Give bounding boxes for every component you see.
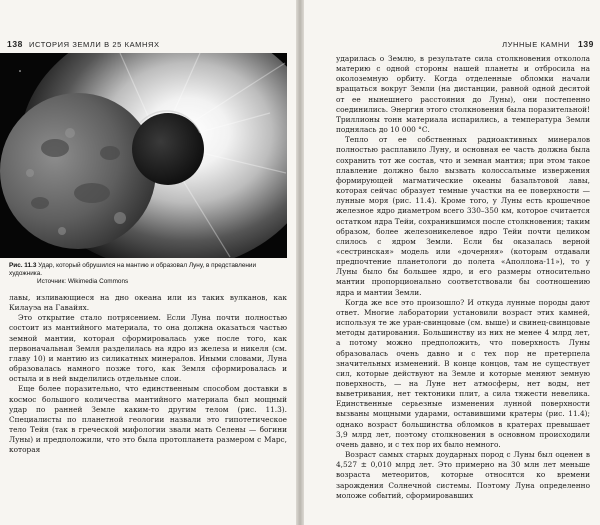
paragraph: ударилась о Землю, в результате сила столкновения откололa материю с одной стороны нашей планеты и отбросила на околоземную орбиту. Когда отделенные обломки начали вращаться вокруг Земли (на дистанции, равной одной десятой от ее нынешнего расстояния до Луны), они постепенно соединились. Энергия этого столкновения была поразительной! Триллионы тонн материала испарились, а температура Земли поднялась до 10 000 °С. (336, 54, 590, 135)
paragraph: Это открытие стало потрясением. Если Луна почти полностью состоит из мантийного материала, то она должна оказаться частью земной мантии, которая сформировалась уже после того, как первоначальная Земля разделилась на ядро из железа и никеля (см. главу 10) и мантию из силикатных минералов. Иными словами, Луна образовалась намного позже того, как Земля сформировалась и остыла и в ней выделились отдельные слои. (9, 313, 287, 384)
right-running-head (502, 39, 594, 49)
paragraph: Когда же все это произошло? И откуда лунные породы дают ответ. Многие лаборатории установили возраст этих камней, используя те же уран-свинцовые (см. выше) и свинец-свинцовые методы датирования. Большинству из них не менее 4 млрд лет, а потому можно предположить, что поверхность Луны образовалась очень давно и с тех пор не претерпела значительных изменений. В конце концов, там не существует сил, которые действуют на Земле и которые меняют земную поверхность, — на Луне нет атмосферы, нет воды, нет выветривания, нет тектоники плит, а сила тяжести невелика. Единственные серьезные изменения лунной поверхности вызваны мощными ударами, оставившими кратеры (рис. 11.4); однако возраст большинства обломков в кратерах превышает 3,9 млрд лет, поэтому столкновения в основном происходили очень давно, и с тех пор их было немного. (336, 297, 590, 449)
figure-impact-illustration (0, 53, 287, 258)
left-body-text (9, 293, 287, 456)
right-page (301, 0, 600, 525)
impact-illustration-image (0, 53, 287, 258)
right-running-title: ЛУННЫЕ КАМНИ (502, 40, 571, 49)
paragraph: Тепло от ее собственных радиоактивных минералов полностью расплавило Луну, и основная ее часть должна была сохранить тот же состав, что и земная мантия; при этом такое плавление должно было вызвать колоссальные извержения формирующей магматические океаны базальтовой лавы, которая сейчас образует темные участки на ее поверхности — лунные моря (рис. 11.4). Кроме того, у Луны есть крошечное железное ядро диаметром всего 330–350 км, которое считается остатком ядра Тейи, сохранившимся после столкновения; таким образом, более железоникелевое ядро Тейи почти целиком слилось с ядром Земли. Если бы оказалась верной «сестринская» модель или «дочерняя» (которым отдавали предпочтение планетологи до полета «Аполлона-11»), то у Луны было бы большее ядро, и его размеры относительно мантии пропорционально соответствовали бы соотношению ядра и мантии Земли. (336, 135, 590, 297)
paragraph: лавы, изливающиеся на дно океана или из таких вулканов, как Килауэа на Гавайях. (9, 293, 287, 313)
paragraph: Возраст самых старых доударных пород с Луны был оценен в 4,527 ± 0,010 млрд лет. Это примерно на 30 млн лет меньше возраста метеоритов, которые относятся ко времени зарождения Солнечной системы. Поэтому Луна определенно моложе событий, сформировавших (336, 450, 590, 500)
caption-source: Источник: Wikimedia Commons (37, 278, 129, 285)
left-page (0, 0, 299, 525)
figure-caption (9, 262, 287, 286)
left-running-title: ИСТОРИЯ ЗЕМЛИ В 25 КАМНЯХ (28, 40, 160, 49)
right-body-text (336, 54, 590, 501)
left-page-number: 138 (7, 39, 23, 49)
paragraph: Еще более поразительно, что единственным способом доставки в космос большого количества мантийного материала был мощный удар по ранней Земле каким-то другим телом (рис. 11.3). Специалисты по планетной геологии назвали это гипотетическое тело Тейя (так в греческой мифологии звали мать Селены — богини Луны) и предположили, что это была протопланета размером с Марс, которая (9, 384, 287, 455)
right-page-number: 139 (578, 39, 594, 49)
book-gutter (296, 0, 304, 525)
left-running-head (7, 39, 160, 49)
caption-text: Удар, который обрушился на мантию и образовал Луну, в представлении художника. (9, 262, 257, 277)
caption-label: Рис. 11.3 (9, 262, 37, 269)
